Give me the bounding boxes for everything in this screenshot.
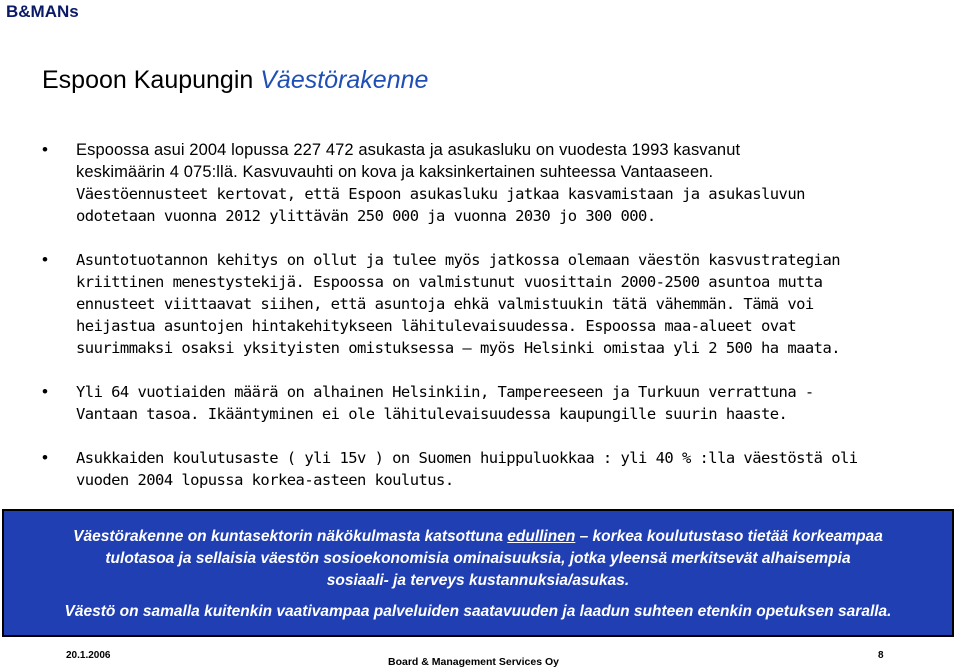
bullet-dot-icon: •	[42, 448, 48, 467]
bullet-line: Yli 64 vuotiaiden määrä on alhainen Helsinkiin, Tampereeseen ja Turkuun verrattuna -	[76, 383, 814, 401]
callout-paragraph	[8, 601, 948, 623]
callout-line: tulotasoa ja sellaisia väestön sosioekonomisia ominaisuuksia, jotka yleensä merkitsevät alhaisempia	[105, 550, 851, 567]
bullet-line: odotetaan vuonna 2012 ylittävän 250 000 ja vuonna 2030 jo 300 000.	[76, 207, 656, 225]
bullet-line: Asuntotuotannon kehitys on ollut ja tulee myös jatkossa olemaan väestön kasvustrategian	[76, 251, 841, 269]
bullet-dot-icon: •	[42, 250, 48, 269]
callout-line: Väestö on samalla kuitenkin vaativampaa palveluiden saatavuuden ja laadun suhteen etenkin opetuksen saralla.	[64, 603, 892, 620]
bullet-line: vuoden 2004 lopussa korkea-asteen koulutus.	[76, 471, 454, 489]
bullet-line: keskimäärin 4 075:llä. Kasvuvauhti on kova ja kaksinkertainen suhteessa Vantaaseen.	[76, 163, 714, 181]
bullet-line: Vantaan tasoa. Ikääntyminen ei ole lähitulevaisuudessa kaupungille suurin haaste.	[76, 405, 788, 423]
bullet-line: heijastua asuntojen hintakehitykseen lähitulevaisuudessa. Espoossa maa-alueet ovat	[76, 317, 797, 335]
title-accent: Väestörakenne	[260, 66, 429, 94]
bullet-line: kriittinen menestystekijä. Espoossa on valmistunut vuosittain 2000-2500 asuntoa mutta	[76, 273, 823, 291]
bullet-item	[42, 381, 922, 425]
callout-text: Väestörakenne on kuntasektorin näkökulmasta katsottuna	[73, 528, 508, 545]
bullet-line: ennusteet viittaavat siihen, että asuntoja ehkä valmistuukin tätä vähemmän. Tämä voi	[76, 295, 814, 313]
title-text: Espoon Kaupungin	[42, 66, 261, 94]
page-title	[42, 66, 428, 95]
bullet-line: suurimmaksi osaksi yksityisten omistuksessa – myös Helsinki omistaa yli 2 500 ha maata.	[76, 339, 841, 357]
footer-company: Board & Management Services Oy	[388, 656, 559, 668]
callout-underlined: edullinen	[507, 528, 576, 545]
bullet-item	[42, 139, 922, 227]
bullet-dot-icon: •	[42, 382, 48, 401]
bullet-item	[42, 249, 922, 359]
bullet-line: Espoossa asui 2004 lopussa 227 472 asukasta ja asukasluku on vuodesta 1993 kasvanut	[76, 141, 741, 159]
summary-callout	[2, 509, 954, 637]
bullet-line: Asukkaiden koulutusaste ( yli 15v ) on Suomen huippuluokkaa : yli 40 % :lla väestöstä oli	[76, 449, 858, 467]
bullet-item	[42, 447, 922, 491]
footer-date: 20.1.2006	[66, 650, 111, 661]
bullet-line: Väestöennusteet kertovat, että Espoon asukasluku jatkaa kasvamistaan ja asukasluvun	[76, 185, 805, 203]
callout-line	[8, 526, 948, 548]
bullet-dot-icon: •	[42, 140, 48, 159]
callout-text: – korkea koulutustaso tietää korkeampaa	[575, 528, 883, 545]
callout-paragraph	[8, 526, 948, 592]
bullet-list	[42, 139, 922, 513]
brand-logo: B&MANs	[6, 2, 79, 21]
page-number: 8	[878, 650, 884, 661]
callout-line: sosiaali- ja terveys kustannuksia/asukas.	[326, 572, 630, 589]
